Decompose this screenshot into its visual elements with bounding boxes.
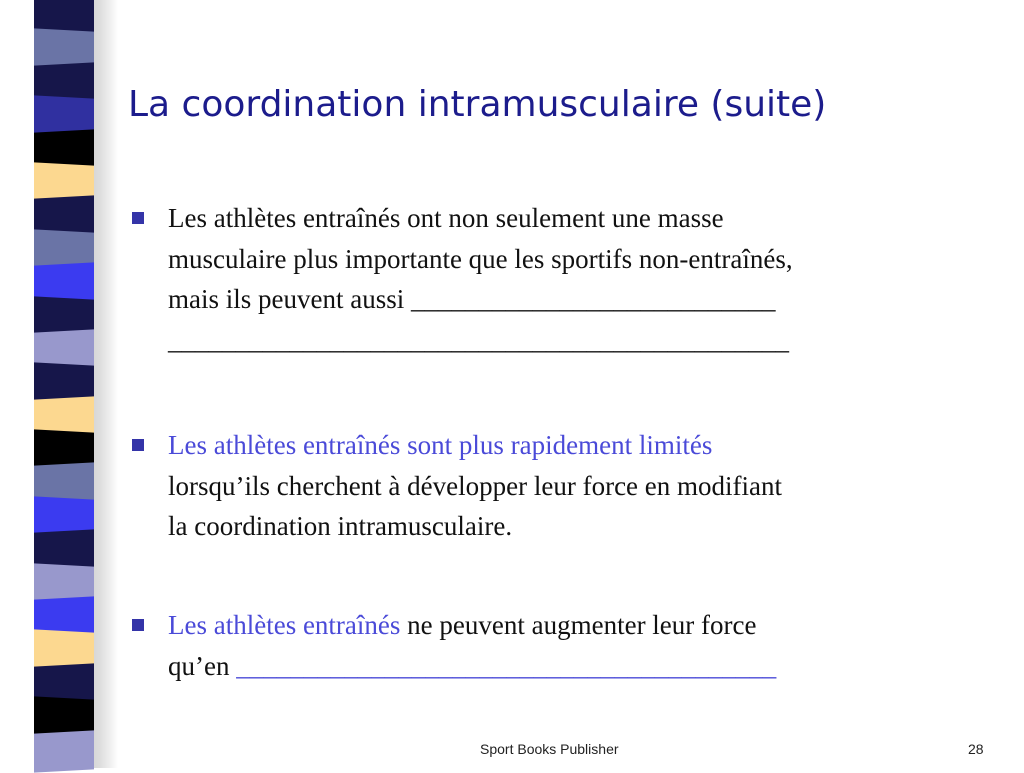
bullet-line: Les athlètes entraînés ont non seulement une masse [168, 203, 724, 233]
bullet-square-icon [132, 439, 144, 451]
bullet-square-icon [132, 619, 144, 631]
bullet-rest-text: ne peuvent augmenter leur force [400, 610, 757, 640]
stripe-column [34, 0, 94, 768]
bullet-line: mais ils peuvent aussi ___________________________ [168, 284, 776, 315]
bullet-text [168, 198, 948, 360]
bullet-line: la coordination intramusculaire. [168, 511, 513, 542]
bullet-line: lorsqu’ils cherchent à développer leur force en modifiant [168, 470, 782, 501]
bullet-blank-line: ______________________________________________ [168, 324, 789, 355]
decorative-side-strip [0, 0, 118, 768]
bullet-line [168, 605, 948, 646]
footer-publisher: Sport Books Publisher [480, 741, 619, 757]
bullet-square-icon [132, 212, 144, 224]
bullet-highlight-text: Les athlètes entraînés [168, 610, 401, 640]
bullet-line [168, 646, 948, 687]
bullet-prefix-text: qu’en [168, 650, 237, 681]
page-number: 28 [968, 741, 984, 757]
bullet-text [168, 605, 948, 686]
bullet-line: musculaire plus importante que les sportifs non-entraînés, [168, 243, 793, 274]
bullet-highlight-text: Les athlètes entraînés sont plus rapidement limités [168, 430, 713, 460]
bullet-blank-line: ________________________________________ [236, 650, 777, 681]
stripe-segment [34, 730, 94, 773]
bullet-text [168, 425, 948, 547]
slide-title: La coordination intramusculaire (suite) [128, 84, 827, 125]
